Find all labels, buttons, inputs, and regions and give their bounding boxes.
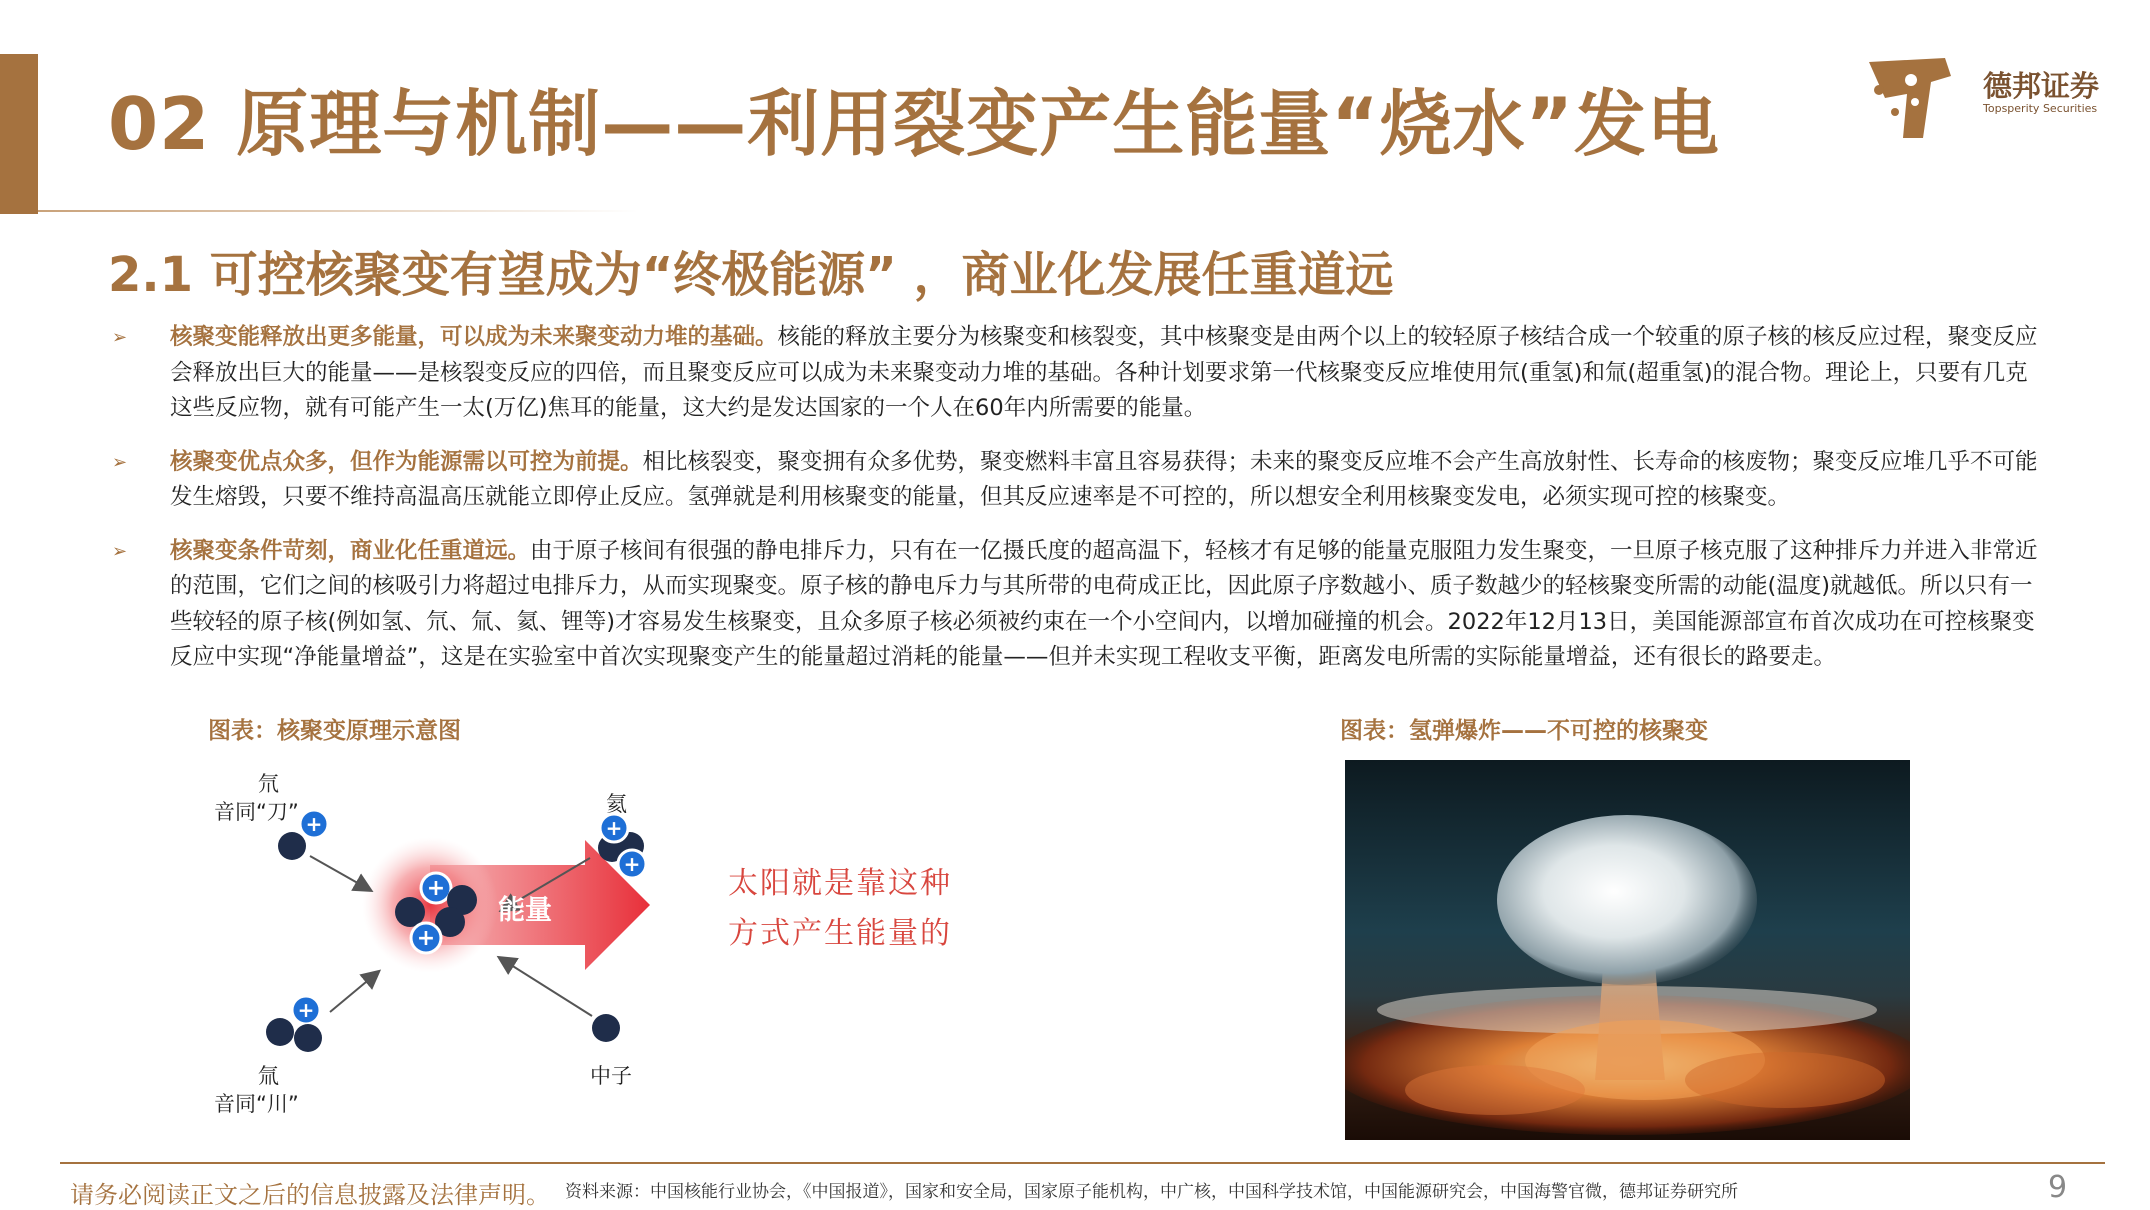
logo-name-en: Topsperity Securities — [1983, 102, 2098, 115]
bullet-list — [108, 320, 2038, 694]
mushroom-cloud-image — [1345, 760, 1910, 1140]
arrow-bullet-icon: ➢ — [112, 327, 128, 348]
hydrogen-bomb-photo — [1345, 760, 1910, 1140]
bullet-text: 核能的释放主要分为核聚变和核裂变，其中核聚变是由两个以上的较轻原子核结合成一个较重的原子核的核反应过程，聚变反应会释放出巨大的能量——是核裂变反应的四倍，而且聚变反应可以成为未来聚变动力堆的基础。各种计划要求第一代核聚变反应堆使用氘(重氢)和氚(超重氢)的混合物。理论上，只要有几克这些反应物，就有可能产生一太(万亿)焦耳的能量，这大约是发达国家的一个人在60年内所需要的能量。 — [170, 324, 2038, 421]
neutron-label: 中子 — [590, 1064, 632, 1088]
footer-divider — [60, 1162, 2105, 1164]
page-number: 9 — [2048, 1170, 2068, 1205]
logo-name-cn: 德邦证券 — [1983, 69, 2100, 103]
bullet-item — [108, 445, 2038, 516]
sun-note-line1: 太阳就是靠这种 — [728, 866, 952, 901]
sun-note-line2: 方式产生能量的 — [728, 916, 952, 951]
deuterium-label: 氘 — [258, 772, 279, 796]
deuterium-pronunciation: 音同“刀” — [214, 800, 299, 824]
helium-label: 氦 — [606, 792, 627, 816]
tritium-nucleus-icon — [266, 996, 322, 1052]
source-note: 资料来源：中国核能行业协会，《中国报道》，国家和安全局，国家原子能机构，中广核，中国科学技术馆，中国能源研究会，中国海警官微，德邦证券研究所 — [565, 1182, 1738, 1202]
arrow-bullet-icon: ➢ — [112, 451, 128, 473]
tritium-pronunciation: 音同“川” — [214, 1092, 299, 1116]
bullet-item — [108, 534, 2038, 676]
svg-text:+: + — [605, 816, 623, 840]
figure-caption-hydrogen-bomb: 图表：氢弹爆炸——不可控的核聚变 — [1340, 718, 1708, 744]
arrow-bullet-icon: ➢ — [112, 540, 128, 562]
company-logo — [1865, 54, 2135, 144]
svg-text:+: + — [623, 852, 641, 876]
bullet-text: 相比核裂变，聚变拥有众多优势，聚变燃料丰富且容易获得；未来的聚变反应堆不会产生高放射性、长寿命的核废物；聚变反应堆几乎不可能发生熔毁，只要不维持高温高压就能立即停止反应。氢弹就是利用核聚变的能量，但其反应速率是不可控的，所以想安全利用核聚变发电，必须实现可控的核聚变。 — [170, 448, 2038, 510]
bullet-heading: 核聚变优点众多，但作为能源需以可控为前提。 — [170, 448, 643, 475]
page-title: 02 原理与机制——利用裂变产生能量“烧水”发电 — [108, 82, 1720, 166]
fusion-diagram — [200, 760, 960, 1120]
arrow-icon — [500, 958, 592, 1016]
bullet-text: 由于原子核间有很强的静电排斥力，只有在一亿摄氏度的超高温下，轻核才有足够的能量克服阻力发生聚变，一旦原子核克服了这种排斥力并进入非常近的范围，它们之间的核吸引力将超过电排斥力，从而实现聚变。原子核的静电斥力与其所带的电荷成正比，因此原子序数越小、质子数越少的轻核聚变所需的动能(温度)就越低。所以只有一些较轻的原子核(例如氢、氘、氚、氦、锂等)才容易发生核聚变，且众多原子核必须被约束在一个小空间内，以增加碰撞的机会。2022年12月13日，美国能源部宣布首次成功在可控核聚变反应中实现“净能量增益”，这是在实验室中首次实现聚变产生的能量超过消耗的能量——但并未实现工程收支平衡，距离发电所需的实际能量增益，还有很长的路要走。 — [170, 537, 2038, 670]
section-subtitle: 2.1 可控核聚变有望成为“终极能源” ，商业化发展任重道远 — [108, 247, 1394, 303]
bullet-heading: 核聚变能释放出更多能量，可以成为未来聚变动力堆的基础。 — [170, 324, 778, 350]
svg-text:+: + — [426, 876, 446, 901]
legal-disclaimer: 请务必阅读正文之后的信息披露及法律声明。 — [70, 1181, 550, 1209]
neutron-icon — [592, 1014, 620, 1042]
svg-text:+: + — [416, 926, 436, 951]
header-accent-bar — [0, 54, 38, 214]
arrow-icon — [310, 856, 370, 890]
figure-caption-fusion-diagram: 图表：核聚变原理示意图 — [208, 718, 461, 744]
bullet-item — [108, 320, 2038, 427]
tritium-label: 氚 — [258, 1064, 279, 1088]
logo-mark-icon — [1865, 54, 1975, 144]
energy-label: 能量 — [498, 895, 552, 926]
bullet-heading: 核聚变条件苛刻，商业化任重道远。 — [170, 537, 531, 564]
svg-text:+: + — [305, 812, 323, 836]
title-underline — [38, 210, 638, 212]
arrow-icon — [330, 972, 378, 1012]
svg-text:+: + — [297, 998, 315, 1022]
